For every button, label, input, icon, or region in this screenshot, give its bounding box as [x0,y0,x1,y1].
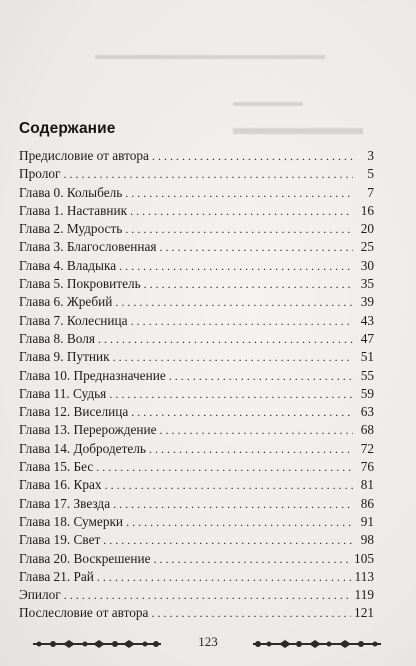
toc-dot-leader [113,495,353,513]
toc-entry-title: Глава 11. Судья [19,385,107,401]
toc-entry [19,220,374,238]
toc-entry [19,458,374,476]
toc-entry [19,440,374,458]
toc-entry-page: 20 [360,221,374,237]
toc-entry-title: Глава 18. Сумерки [19,513,124,529]
toc-entry-page: 86 [360,495,374,511]
toc-entry-page: 47 [360,330,374,346]
toc-dot-leader [125,220,353,238]
toc-entry-title: Глава 4. Владыка [19,257,117,273]
toc-entry-title: Глава 10. Предназначение [19,367,166,383]
ornament-left-icon [33,640,161,648]
toc-entry-page: 59 [360,385,374,401]
toc-entry [19,147,374,165]
toc-entry-title: Глава 13. Перерождение [19,422,157,438]
toc-dot-leader [109,385,353,403]
toc-entry-page: 81 [360,477,374,493]
toc-entry-page: 51 [360,349,374,365]
toc-dot-leader [64,586,352,604]
toc-entry [19,257,374,275]
toc-entry-title: Глава 12. Виселица [19,404,129,420]
toc-dot-leader [119,257,353,275]
toc-entry-title: Глава 6. Жребий [19,294,113,310]
toc-entry-page: 98 [360,532,374,548]
toc-entry-page: 63 [360,404,374,420]
toc-entry [19,293,374,311]
toc-dot-leader [154,550,352,568]
toc-entry-page: 35 [360,276,374,292]
toc-heading: Содержание [19,120,116,137]
toc-entry-title: Глава 21. Рай [19,568,94,584]
toc-entry [19,604,374,622]
toc-dot-leader [115,293,353,311]
toc-dot-leader [97,568,352,586]
toc-entry-title: Глава 9. Путник [19,349,110,365]
toc-entry-title: Глава 7. Колесница [19,312,128,328]
toc-entry [19,568,374,586]
toc-dot-leader [151,604,351,622]
toc-dot-leader [160,421,353,439]
toc-entry-title: Эпилог [19,587,61,603]
toc-dot-leader [103,531,353,549]
toc-dot-leader [113,348,353,366]
toc-entry-title: Глава 5. Покровитель [19,276,141,292]
toc-entry [19,275,374,293]
toc-dot-leader [96,458,353,476]
ornament-right-icon [253,640,381,648]
toc-entry-page: 72 [360,440,374,456]
toc-entry-page: 68 [360,422,374,438]
toc-entry [19,202,374,220]
toc-dot-leader [125,184,353,202]
toc-entry [19,238,374,256]
toc-entry [19,586,374,604]
toc-entry-page: 3 [367,148,374,163]
toc-entry [19,165,374,183]
toc-dot-leader [131,403,353,421]
toc-entry [19,403,374,421]
toc-dot-leader [169,367,353,385]
toc-entry [19,312,374,330]
toc-entry-title: Глава 17. Звезда [19,495,111,511]
toc-dot-leader [160,238,354,256]
bleed-through-line-top [95,52,325,62]
toc-entry-page: 113 [354,568,374,584]
toc-entry-title: Предисловие от автора [19,148,149,163]
toc-entry-title: Глава 20. Воскрешение [19,550,151,566]
toc-dot-leader [152,147,353,165]
toc-entry [19,348,374,366]
toc-entry-title: Глава 15. Бес [19,459,94,475]
toc-dot-leader [144,275,353,293]
toc-entry-title: Глава 19. Свет [19,532,101,548]
toc-entry-page: 39 [360,294,374,310]
toc-entry-page: 55 [360,367,374,383]
toc-entry-page: 105 [354,550,374,566]
toc-dot-leader [149,440,353,458]
toc-entry [19,531,374,549]
toc-entry [19,330,374,348]
toc-entry-title: Глава 16. Крах [19,477,102,493]
toc-entry [19,476,374,494]
toc-entry [19,513,374,531]
toc-dot-leader [126,513,353,531]
toc-dot-leader [130,202,353,220]
toc-entry-title: Глава 14. Добродетель [19,440,146,456]
table-of-contents [19,147,374,623]
page-footer [0,634,416,654]
toc-entry-title: Глава 8. Воля [19,330,95,346]
toc-entry-page: 7 [367,184,374,200]
toc-dot-leader [105,476,353,494]
toc-entry-title: Пролог [19,166,61,182]
toc-entry-title: Глава 0. Колыбель [19,184,123,200]
toc-entry [19,495,374,513]
toc-entry-page: 76 [360,459,374,475]
toc-entry [19,550,374,568]
toc-entry-page: 119 [354,587,374,603]
toc-entry-page: 5 [367,166,374,182]
toc-entry-page: 121 [354,605,374,621]
page-number: 123 [198,634,218,649]
toc-dot-leader [98,330,353,348]
toc-dot-leader [63,165,353,183]
toc-entry-page: 43 [360,312,374,328]
toc-entry-page: 16 [360,202,374,218]
toc-entry [19,385,374,403]
toc-entry [19,367,374,385]
toc-entry-title: Глава 2. Мудрость [19,221,123,237]
toc-entry-page: 91 [360,513,374,529]
toc-entry-title: Глава 1. Наставник [19,202,128,218]
toc-entry-page: 25 [360,239,374,255]
toc-entry [19,184,374,202]
toc-entry [19,421,374,439]
toc-entry-title: Глава 3. Благословенная [19,239,157,255]
toc-entry-title: Послесловие от автора [19,605,149,621]
toc-dot-leader [131,312,353,330]
bleed-through-line-title [233,125,363,137]
bleed-through-line-author [233,99,303,109]
toc-entry-page: 30 [360,257,374,273]
